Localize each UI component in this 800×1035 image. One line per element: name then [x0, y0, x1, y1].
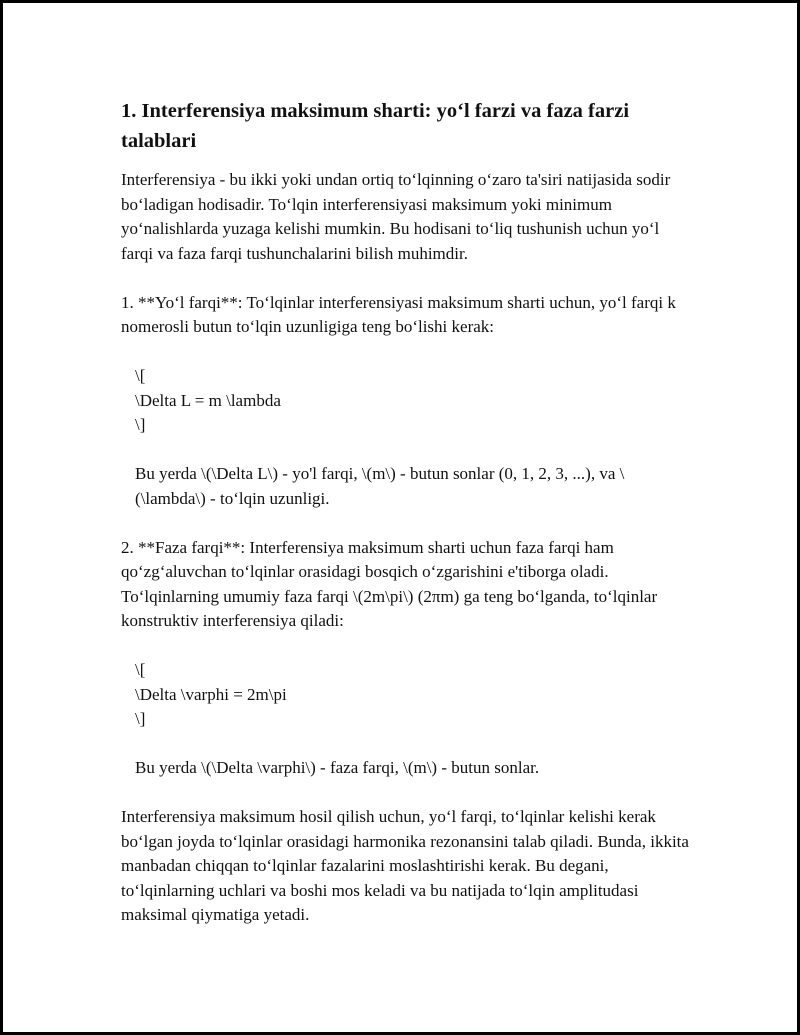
formula-close-bracket: \] — [135, 709, 146, 728]
formula-close-bracket: \] — [135, 415, 146, 434]
phase-difference-formula: \Delta \varphi = 2m\pi — [135, 684, 287, 704]
document-body — [121, 96, 691, 928]
formula-open-bracket: \[ — [135, 366, 146, 385]
section-title: 1. Interferensiya maksimum sharti: yo‘l farzi va faza farzi talablari — [121, 100, 630, 152]
phase-difference-paragraph: 2. **Faza farqi**: Interferensiya maksimum sharti uchun faza farqi ham qo‘zg‘aluvchan to‘lqinlar orasidagi bosqich o‘zgarishini e'tiborga oladi. To‘lqinlarning umumiy faza farqi \(2m\pi\) (2πm) ga teng bo‘lganda, to‘lqinlar konstruktiv interferensiya qiladi: — [121, 537, 658, 630]
phase-difference-explanation: Bu yerda \(\Delta \varphi\) - faza farqi, \(m\) - butun sonlar. — [135, 758, 540, 777]
intro-paragraph: Interferensiya - bu ikki yoki undan ortiq to‘lqinning o‘zaro ta'siri natijasida sodir bo‘ladigan hodisadir. To‘lqin interferensiyasi maksimum yoki minimum yo‘nalishlarda yuzaga kelishi mumkin. Bu hodisani to‘liq tushunish uchun yo‘l farqi va faza farqi tushunchalarini bilish muhimdir. — [121, 170, 671, 263]
path-difference-paragraph: 1. **Yo‘l farqi**: To‘lqinlar interferensiyasi maksimum sharti uchun, yo‘l farqi k nomerosli butun to‘lqin uzunligiga teng bo‘lishi kerak: — [121, 292, 676, 336]
conclusion-paragraph: Interferensiya maksimum hosil qilish uchun, yo‘l farqi, to‘lqinlar kelishi kerak bo‘lgan joyda to‘lqinlar orasidagi harmonika rezonansini talab qiladi. Bunda, ikkita manbadan chiqqan to‘lqinlar fazalarini moslashtirishi kerak. Bu degani, to‘lqinlarning uchlari va boshi mos keladi va bu natijada to‘lqin amplitudasi maksimal qiymatiga yetadi. — [121, 807, 689, 924]
path-difference-explanation: Bu yerda \(\Delta L\) - yo'l farqi, \(m\) - butun sonlar (0, 1, 2, 3, ...), va \(\lambda\) - to‘lqin uzunligi. — [135, 464, 625, 508]
formula-open-bracket: \[ — [135, 660, 146, 679]
path-difference-formula: \Delta L = m \lambda — [135, 390, 281, 410]
